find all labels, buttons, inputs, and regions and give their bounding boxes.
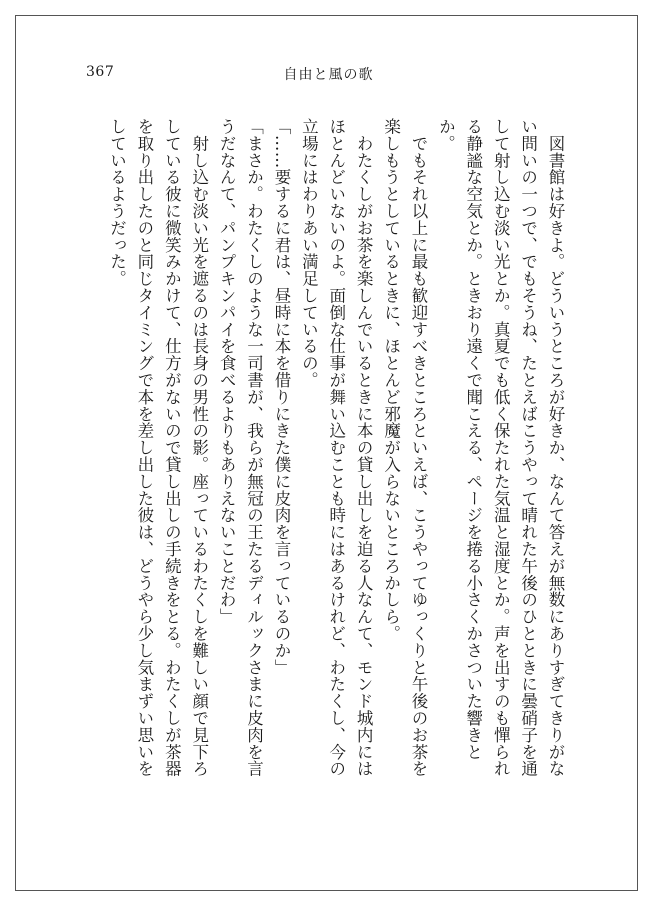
paragraph: わたくしがお茶を楽しんでいるときに本の貸し出しを迫る人なんて、モンド城内にはほとんどいないのよ。面倒な仕事が舞い込むことも時にはあるけれど、わたくし、今の立場にはわりあい満足しているの。 (299, 118, 374, 778)
paragraph: 射し込む淡い光を遮るのは長身の男性の影。座っているわたくしを難しい顔で見下ろしている彼に微笑みかけて、仕方がないので貸し出しの手続きをとる。わたくしが茶器を取り出したのと同じタイミングで本を差し出した彼は、どうやら少し気まずい思いをしているようだった。 (107, 118, 209, 778)
paragraph: でもそれ以上に最も歓迎すべきところといえば、こうやってゆっくりと午後のお茶を楽しもうとしているときに、ほとんど邪魔が入らないところかしら。 (381, 118, 428, 778)
running-title: 自由と風の歌 (283, 67, 374, 83)
body-text (79, 118, 569, 782)
dialogue-line: 「……要するに君は、昼時に本を借りにきた僕に皮肉を言っているのか」 (271, 118, 291, 676)
page-number: 367 (86, 64, 115, 80)
dialogue-line: 「まさか。わたくしのような一司書が、我らが無冠の王たるディルックさまに皮肉を言うだなんて、パンプキンパイを食べるよりもありえないことだわ」 (217, 118, 264, 778)
paragraph: 図書館は好きよ。どういうところが好きか、なんて答えが無数にありすぎてきりがない問いの一つで、でもそうね、たとえばこうやって晴れた午後のひとときに曇硝子を通して射し込む淡い光とか。真夏でも低く保たれた気温と湿度とか。声を出すのも憚られる静謐な空気とか。ときおり遠くで聞こえる、ページを捲る小さくかさついた響きとか。 (436, 118, 565, 778)
